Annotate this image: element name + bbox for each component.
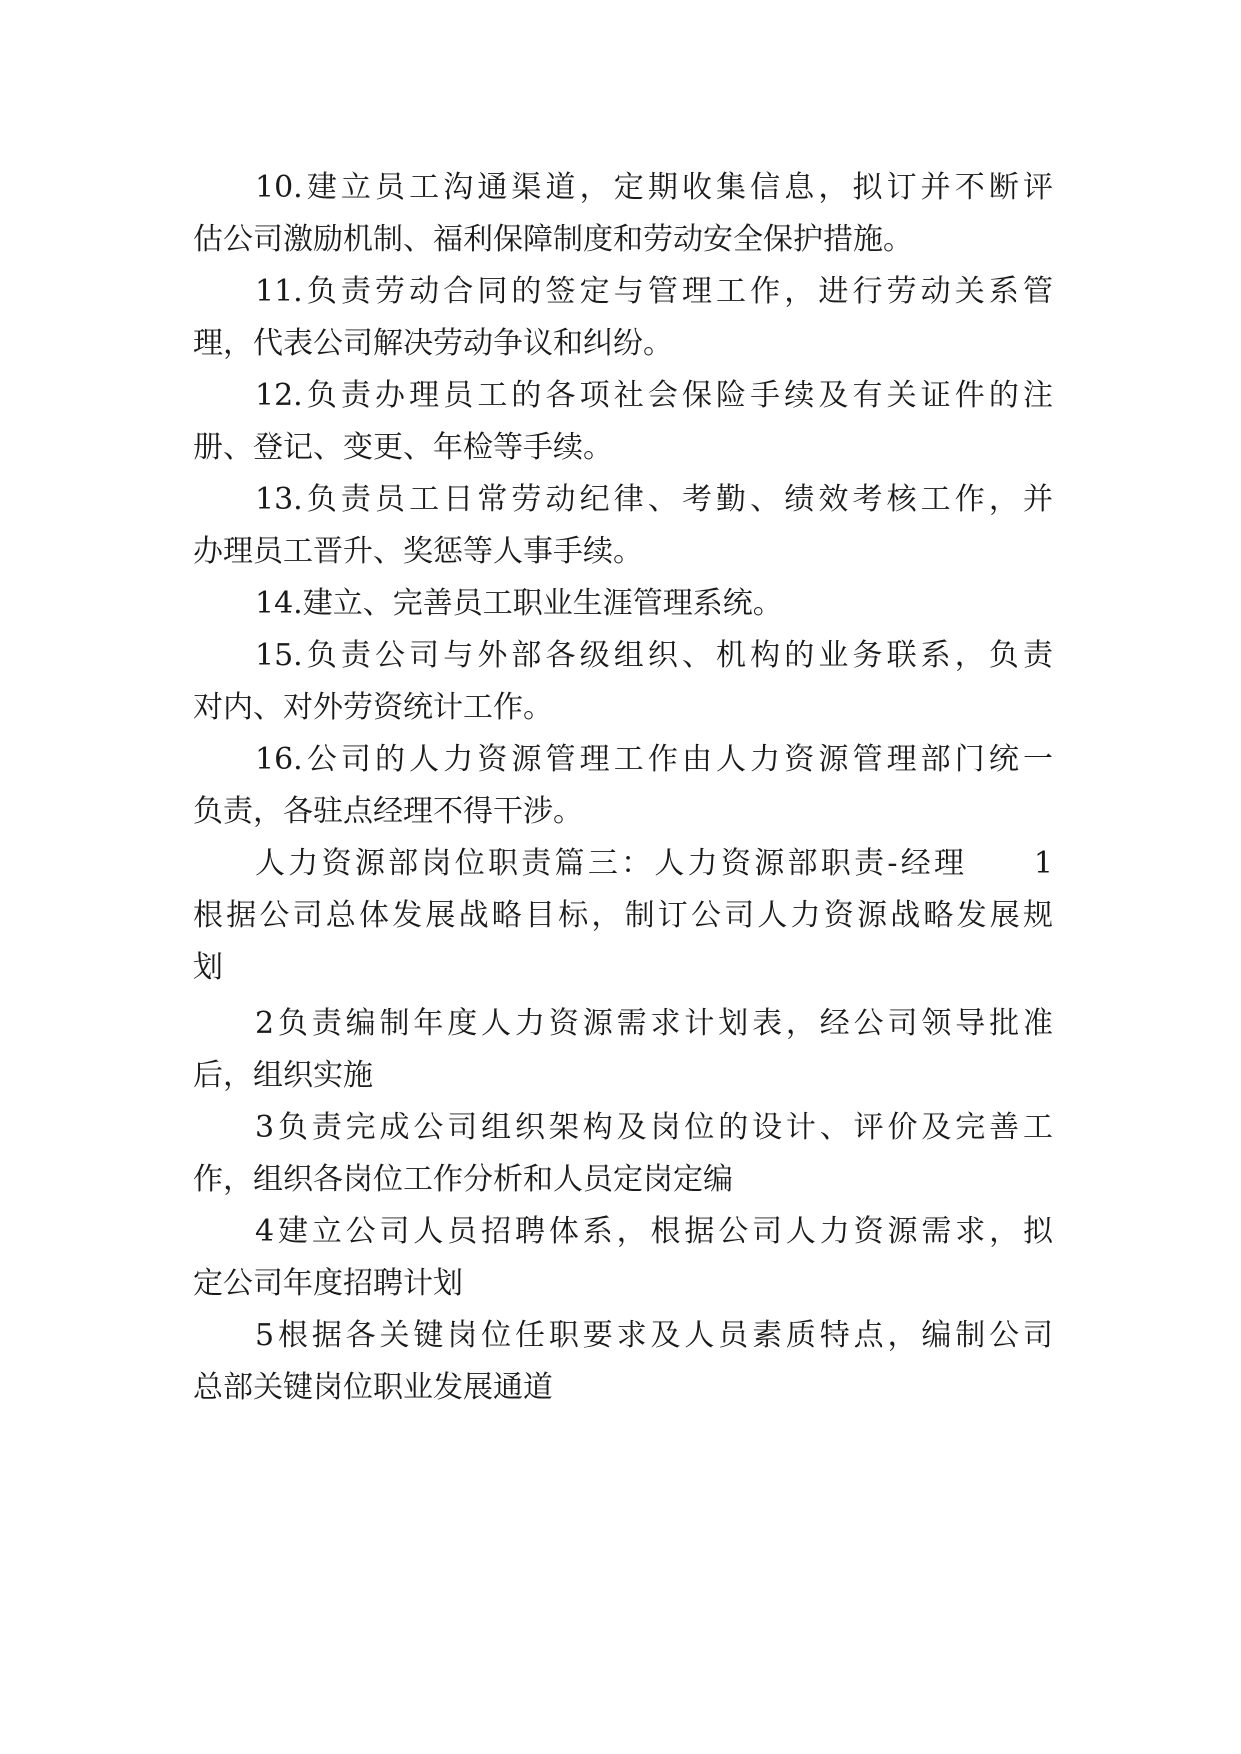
text-line: 负责，各驻点经理不得干涉。 — [193, 794, 583, 829]
text-line: 作，组织各岗位工作分析和人员定岗定编 — [193, 1162, 733, 1197]
text-line: 2负责编制年度人力资源需求计划表，经公司领导批准 — [255, 1006, 1053, 1041]
text-line: 13.负责员工日常劳动纪律、考勤、绩效考核工作，并 — [255, 482, 1053, 517]
text-line: 后，组织实施 — [193, 1058, 373, 1093]
text-line: 3负责完成公司组织架构及岗位的设计、评价及完善工 — [255, 1110, 1053, 1145]
text-line: 总部关键岗位职业发展通道 — [193, 1370, 553, 1405]
text-line: 10.建立员工沟通渠道，定期收集信息，拟订并不断评 — [255, 170, 1053, 205]
text-line: 估公司激励机制、福利保障制度和劳动安全保护措施。 — [193, 222, 913, 257]
text-line: 册、登记、变更、年检等手续。 — [193, 430, 613, 465]
text-line: 4建立公司人员招聘体系，根据公司人力资源需求，拟 — [255, 1214, 1053, 1249]
text-line: 定公司年度招聘计划 — [193, 1266, 463, 1301]
text-line: 划 — [193, 950, 223, 985]
text-line: 对内、对外劳资统计工作。 — [193, 690, 553, 725]
text-line: 理，代表公司解决劳动争议和纠纷。 — [193, 326, 673, 361]
text-line: 人力资源部岗位职责篇三：人力资源部职责-经理 1 — [255, 846, 1053, 881]
text-line: 15.负责公司与外部各级组织、机构的业务联系，负责 — [255, 638, 1053, 673]
text-line: 16.公司的人力资源管理工作由人力资源管理部门统一 — [255, 742, 1053, 777]
text-line: 11.负责劳动合同的签定与管理工作，进行劳动关系管 — [255, 274, 1053, 309]
text-line: 5根据各关键岗位任职要求及人员素质特点，编制公司 — [255, 1318, 1053, 1353]
text-line: 12.负责办理员工的各项社会保险手续及有关证件的注 — [255, 378, 1053, 413]
text-line: 14.建立、完善员工职业生涯管理系统。 — [255, 586, 783, 621]
text-line: 办理员工晋升、奖惩等人事手续。 — [193, 534, 643, 569]
text-line: 根据公司总体发展战略目标，制订公司人力资源战略发展规 — [193, 898, 1053, 933]
